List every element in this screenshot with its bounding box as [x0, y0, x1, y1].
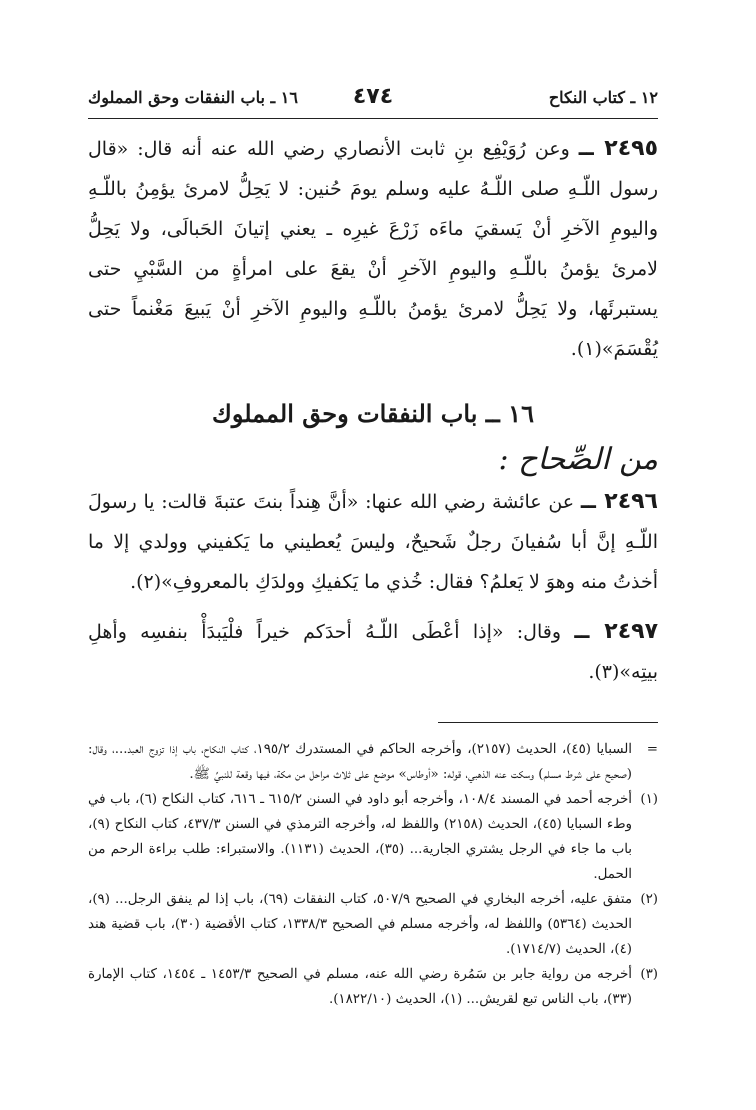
footnote-text: السبايا (٤٥)، الحديث (٢١٥٧)، وأخرجه الحاكم في المستدرك ١٩٥/٢، كتاب النكاح، باب إذا تزوج العبد...، وقال: (صحيح على شرط مسلم) وسكت عنه الذهبي، قوله: «أوطاس» موضع على ثلاث مراحل من مكة، فيها وقعة للنبيِّ ﷺ. [88, 742, 633, 782]
hadith-number: ٢٤٩٦ ــ [580, 489, 658, 514]
footnote-2 [88, 887, 658, 962]
running-head [88, 84, 658, 114]
hadith-text: وقال: «إذا أعْطَى اللّـهُ أحدَكم خيراً فلْيَبدَأْ بنفسِه وأهلِ بيتِه»(٣). [88, 621, 658, 683]
footnote-mark: (٢) [640, 892, 658, 907]
hadith-2497 [88, 612, 658, 692]
header-rule [88, 118, 658, 119]
footnote-text: متفق عليه، أخرجه البخاري في الصحيح ٥٠٧/٩، كتاب النفقات (٦٩)، باب إذا لم ينفق الرجل... (٩)، الحديث (٥٣٦٤) واللفظ له، وأخرجه مسلم في الصحيح ١٣٣٨/٣، كتاب الأقضية (٣٠)، باب قضية هند (٤)، الحديث (١٧١٤/٧). [88, 892, 632, 957]
source-label: من الصِّحاح : [498, 442, 658, 477]
section-title: ١٦ ــ باب النفقات وحق المملوك [212, 399, 534, 428]
footnote-rule [438, 722, 658, 723]
footnote-text: أخرجه من رواية جابر بن سَمُرة رضي الله عنه، مسلم في الصحيح ١٤٥٣/٣ ـ ١٤٥٤، كتاب الإمارة (٣٣)، باب الناس تبع لقريش... (١)، الحديث (١٨٢٢/١٠). [88, 967, 633, 1007]
hadith-number: ٢٤٩٧ ــ [574, 619, 658, 644]
hadith-text: عن عائشة رضي الله عنها: «أنَّ هِنداً بنتَ عتبةَ قالت: يا رسولَ اللّـهِ إنَّ أبا سُفيانَ رجلٌ شَحيحٌ، وليسَ يُعطيني ما يَكفيني وولدي إلا ما أخذتُ منه وهوَ لا يَعلمُ؟ فقال: خُذي ما يَكفيكِ وولدَكِ بالمعروفِ»(٢). [88, 491, 658, 593]
footnote-1 [88, 787, 658, 887]
footnote-continued [88, 737, 658, 787]
hadith-2496 [88, 482, 658, 602]
footnotes [88, 737, 658, 1012]
footnote-mark: (١) [640, 792, 658, 807]
hadith-number: ٢٤٩٥ ــ [578, 136, 659, 161]
hadith-text: وعن رُوَيْفِع بنِ ثابت الأنصاري رضي الله عنه أنه قال: «قال رسول اللّـهِ صلى اللّـهُ عليه وسلم يومَ حُنين: لا يَحِلُّ لامرئ يؤمِنُ باللّـهِ واليومِ الآخرِ أنْ يَسقيَ ماءَه زَرْعَ غيرِه ـ يعني إتيانَ الحَبالَى، ولا يَحِلُّ لامرئ يؤمنُ باللّـهِ واليومِ الآخرِ أنْ يقعَ على امرأةٍ من السَّبْيِ حتى يستبرئَها، ولا يَحِلُّ لامرئ يؤمنُ باللّـهِ واليومِ الآخرِ أنْ يَبيعَ مَغْنماً حتى يُقْسَمَ»(١). [88, 138, 658, 360]
footnote-text: أخرجه أحمد في المسند ١٠٨/٤، وأخرجه أبو داود في السنن ٦١٥/٢ ـ ٦١٦، كتاب النكاح (٦)، باب في وطء السبايا (٤٥)، الحديث (٢١٥٨) واللفظ له، وأخرجه الترمذي في السنن ٤٣٧/٣، كتاب النكاح (٩)، باب ما جاء في الرجل يشتري الجارية... (٣٥)، الحديث (١١٣١). والاستبراء: طلب براءة الرحم من الحمل. [88, 792, 632, 882]
page-number: ٤٧٤ [352, 84, 394, 109]
chapter-header: ١٢ ـ كتاب النكاح [548, 88, 658, 107]
book-page [88, 84, 658, 1012]
footnote-mark: = [646, 742, 658, 757]
hadith-2495 [88, 129, 658, 369]
footnote-3 [88, 962, 658, 1012]
footnote-mark: (٣) [640, 967, 658, 982]
section-header: ١٦ ـ باب النفقات وحق المملوك [88, 88, 298, 107]
